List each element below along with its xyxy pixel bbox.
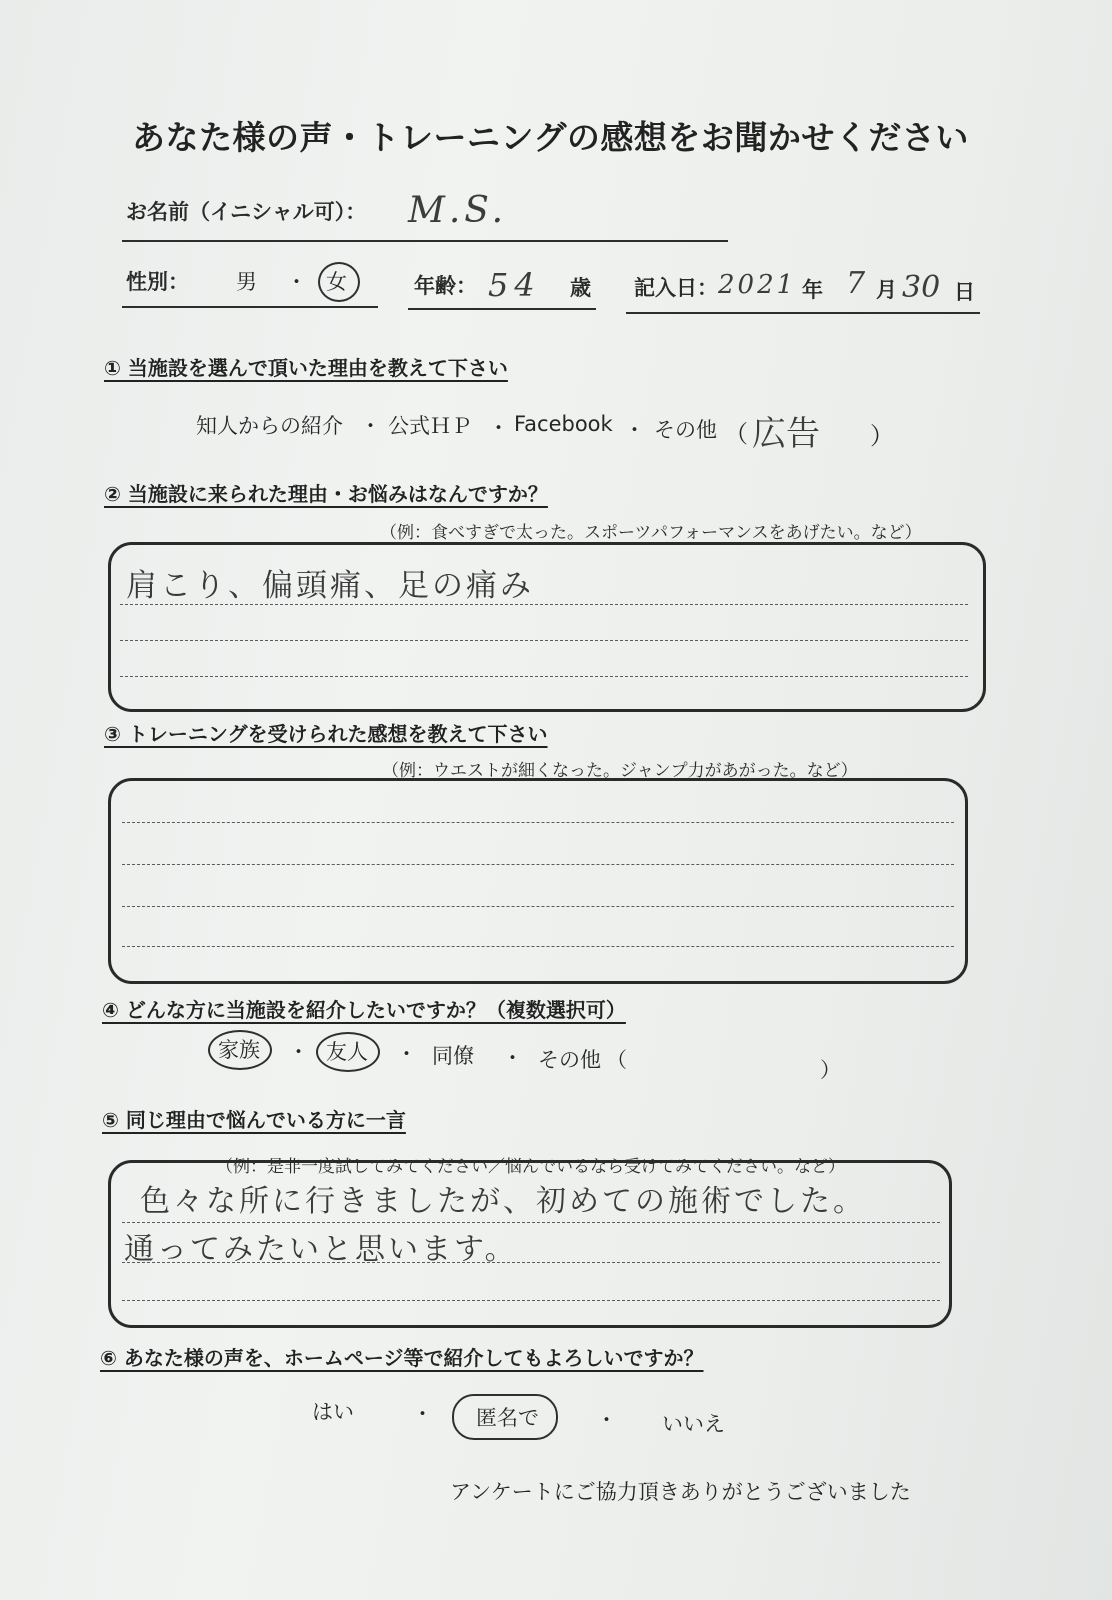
date-day-unit: 日 — [954, 280, 975, 304]
q5-answer-line2: 通ってみたいと思います。 — [124, 1232, 518, 1267]
name-label: お名前（イニシャル可）： — [126, 200, 367, 224]
q5-rule-line — [122, 1262, 940, 1263]
name-underline — [122, 240, 728, 242]
q4-other-open: （ — [606, 1048, 627, 1072]
footer-thanks: アンケートにご協力頂きありがとうございました — [450, 1480, 911, 1504]
q5-rule-line — [122, 1300, 940, 1301]
q1-sep: ・ — [360, 414, 381, 438]
q6-sep: ・ — [412, 1402, 433, 1426]
age-value: 54 — [488, 266, 541, 304]
q6-title: ⑥ あなた様の声を、ホームページ等で紹介してもよろしいですか？ — [100, 1346, 704, 1370]
q6-option-anonymous: 匿名で — [476, 1406, 539, 1430]
q1-other-value: 広告 — [752, 414, 820, 454]
q3-rule-line — [122, 906, 954, 907]
q1-other-close: ） — [870, 422, 894, 450]
q1-option-website: 公式ＨＰ — [388, 414, 472, 438]
date-month-value: 7 — [846, 266, 866, 301]
date-underline — [626, 312, 980, 314]
q4-sep: ・ — [502, 1046, 523, 1070]
gender-underline — [122, 306, 378, 308]
q5-answer-line1: 色々な所に行きましたが、初めての施術でした。 — [140, 1184, 866, 1219]
q6-option-yes: はい — [312, 1400, 354, 1424]
date-month-unit: 月 — [876, 278, 897, 302]
q1-sep: ・ — [624, 418, 645, 442]
q2-title: ② 当施設に来られた理由・お悩みはなんですか？ — [104, 482, 548, 506]
q3-rule-line — [122, 946, 954, 947]
q2-rule-line — [120, 640, 968, 641]
q5-example: （例：是非一度試してみてください／悩んでいるなら受けてみてください。など） — [216, 1157, 845, 1177]
q3-rule-line — [122, 864, 954, 865]
q2-example: （例：食べすぎで太った。スポーツパフォーマンスをあげたい。など） — [380, 523, 922, 543]
date-year-unit: 年 — [802, 278, 823, 302]
q1-sep: ・ — [488, 416, 509, 440]
date-year-value: 2021 — [718, 270, 797, 300]
date-label: 記入日： — [634, 276, 718, 300]
q1-option-other: その他 — [654, 418, 717, 442]
age-unit: 歳 — [570, 276, 591, 300]
gender-label: 性別： — [126, 270, 189, 294]
age-label: 年齢： — [414, 274, 477, 298]
q3-title: ③ トレーニングを受けられた感想を教えて下さい — [104, 722, 548, 746]
q4-option-family: 家族 — [218, 1038, 260, 1062]
q1-option-referral: 知人からの紹介 — [196, 414, 343, 438]
name-value: M.S. — [408, 190, 508, 231]
q6-option-no: いいえ — [662, 1412, 725, 1436]
q4-sep: ・ — [288, 1040, 309, 1064]
age-underline — [408, 308, 596, 310]
q4-option-other: その他 — [538, 1048, 601, 1072]
q3-answer-box — [108, 778, 968, 984]
q1-title: ① 当施設を選んで頂いた理由を教えて下さい — [104, 356, 508, 380]
q6-sep: ・ — [596, 1408, 617, 1432]
q4-sep: ・ — [396, 1042, 417, 1066]
q4-other-close: ） — [820, 1058, 841, 1082]
q4-option-friend: 友人 — [326, 1040, 368, 1064]
q4-title: ④ どんな方に当施設を紹介したいですか？（複数選択可） — [102, 998, 626, 1022]
form-title: あなた様の声・トレーニングの感想をお聞かせください — [132, 118, 969, 157]
q3-example: （例：ウエストが細くなった。ジャンプ力があがった。など） — [382, 761, 858, 781]
q2-rule-line — [120, 604, 968, 605]
q2-rule-line — [120, 676, 968, 677]
q5-rule-line — [122, 1222, 940, 1223]
gender-option-male: 男 — [236, 270, 257, 294]
gender-separator: ・ — [286, 270, 307, 294]
q4-option-colleague: 同僚 — [432, 1044, 474, 1068]
q2-answer-line1: 肩こり、偏頭痛、足の痛み — [126, 568, 534, 604]
gender-option-female: 女 — [326, 270, 347, 294]
q3-rule-line — [122, 822, 954, 823]
date-day-value: 30 — [902, 270, 941, 305]
q1-option-facebook: Facebook — [514, 412, 613, 436]
q1-other-open: （ — [724, 420, 748, 448]
q5-title: ⑤ 同じ理由で悩んでいる方に一言 — [102, 1108, 406, 1132]
